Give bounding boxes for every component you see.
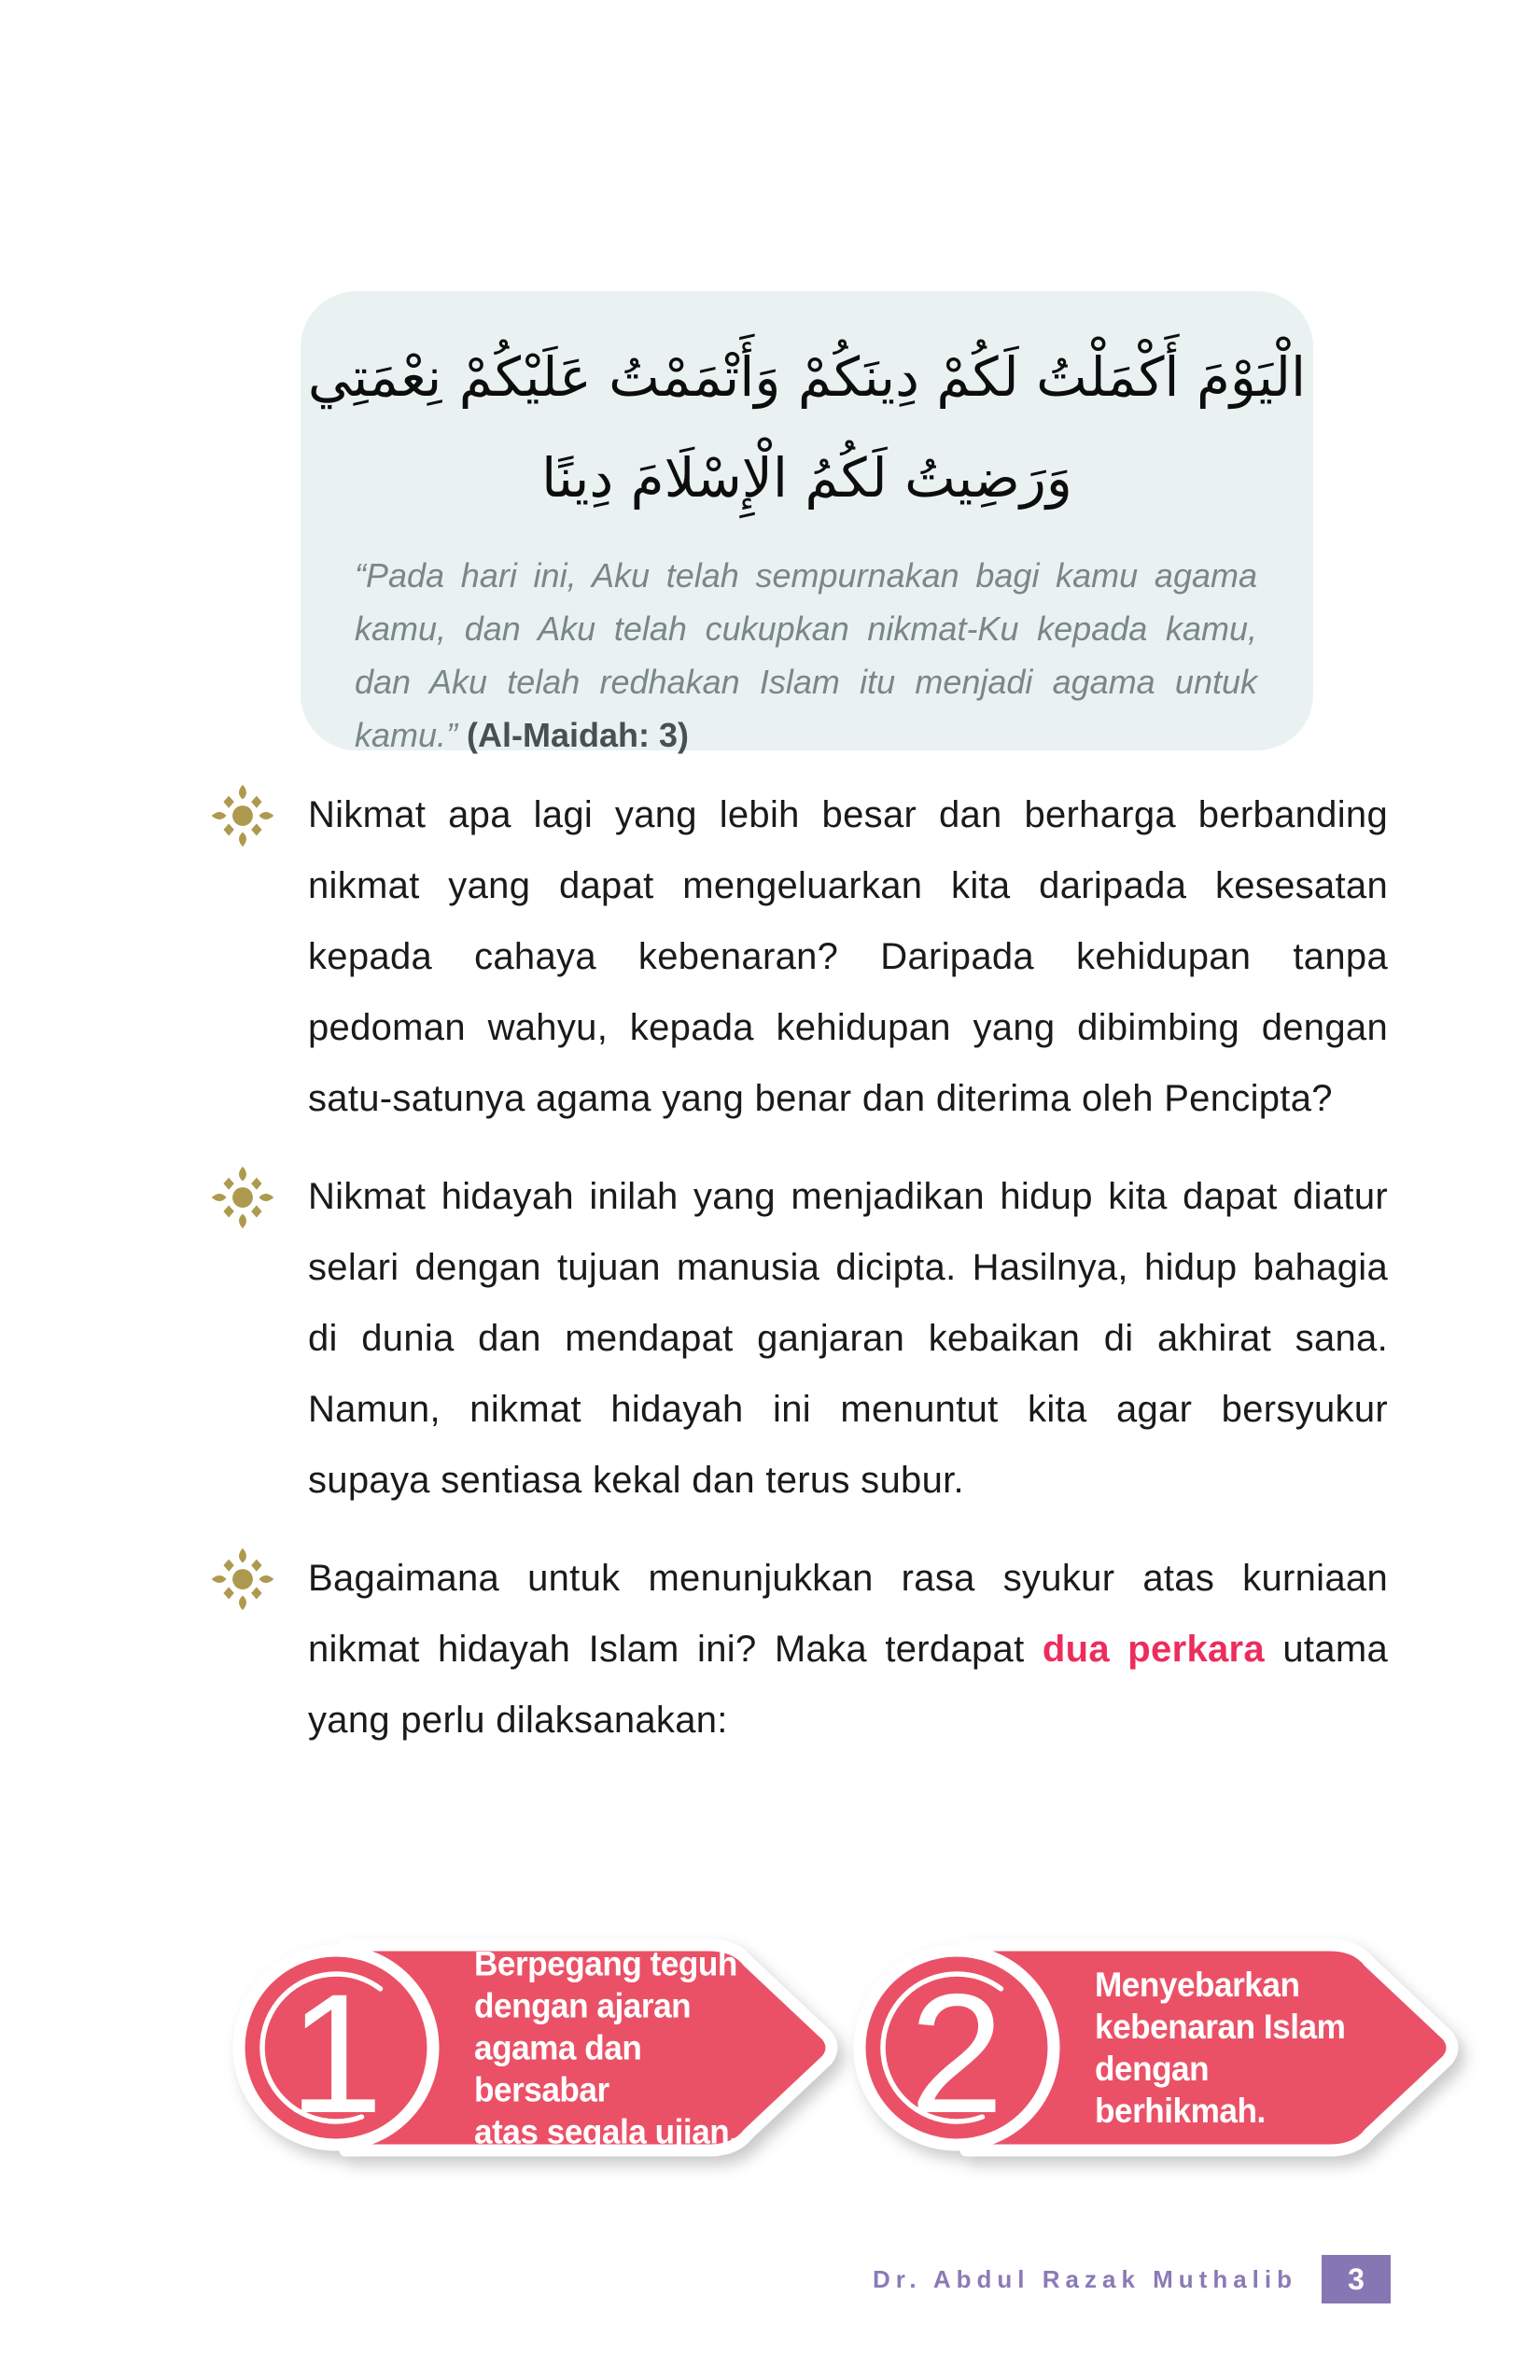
paragraph-text-post: utama yang perlu dilaksanakan:	[308, 1629, 1389, 1741]
key-points-row	[0, 1902, 1540, 2201]
badge-number: 2	[909, 1958, 1004, 2149]
body-content	[210, 779, 1388, 1783]
bullet-paragraph-2	[210, 1161, 1388, 1516]
author-name: Dr. Abdul Razak Muthalib	[872, 2264, 1297, 2293]
sun-ornament-icon	[210, 1547, 275, 1617]
bullet-paragraph-1	[210, 779, 1388, 1134]
paragraph-text-accent: dua perkara	[1042, 1629, 1265, 1670]
paragraph-text	[308, 1543, 1388, 1756]
page-number-badge: 3	[1322, 2255, 1391, 2303]
bullet-paragraph-3	[210, 1543, 1388, 1756]
sun-ornament-icon	[210, 1165, 275, 1235]
paragraph-text: Nikmat apa lagi yang lebih besar dan berharga berbanding nikmat yang dapat mengeluarkan kita daripada kesesatan kepada cahaya kebenaran? Daripada kehidupan tanpa pedoman wahyu, kepada kehidupan yang dibimbing dengan satu-satunya agama yang benar dan diterima oleh Pencipta?	[308, 794, 1388, 1119]
badge-caption: Berpegang teguh dengan ajaran agama dan bersabar atas segala ujian.	[474, 1944, 738, 2151]
arabic-verse-line2: وَرَضِيتُ لَكُمُ الْإِسْلَامَ دِينًا	[541, 446, 1072, 510]
paragraph-text-pre: Bagaimana untuk menunjukkan rasa syukur atas kurniaan nikmat hidayah Islam ini? Maka terdapat	[308, 1558, 1388, 1670]
arabic-verse-line1: الْيَوْمَ أَكْمَلْتُ لَكُمْ دِينَكُمْ وَأَتْمَمْتُ عَلَيْكُمْ نِعْمَتِي	[307, 345, 1307, 409]
sun-ornament-icon	[210, 783, 275, 853]
quran-quote-box	[301, 291, 1313, 754]
arabic-verse	[301, 291, 1313, 528]
paragraph-text: Nikmat hidayah inilah yang menjadikan hidup kita dapat diatur selari dengan tujuan manusia dicipta. Hasilnya, hidup bahagia di dunia dan mendapat ganjaran kebaikan di akhirat sana. Namun, nikmat hidayah ini menuntut kita agar bersyukur supaya sentiasa kekal dan terus subur.	[308, 1176, 1388, 1501]
verse-reference: (Al-Maidah: 3)	[467, 716, 690, 754]
key-point-badge-1	[196, 1902, 849, 2193]
badge-caption: Menyebarkan kebenaran Islam dengan berhikmah.	[1095, 1966, 1346, 2130]
badge-number: 1	[288, 1958, 384, 2149]
key-point-badge-2	[817, 1902, 1470, 2193]
verse-translation	[355, 549, 1257, 762]
page-footer	[873, 2255, 1391, 2303]
verse-translation-text: “Pada hari ini, Aku telah sempurnakan bagi kamu agama kamu, dan Aku telah cukupkan nikmat-Ku kepada kamu, dan Aku telah redhakan Islam itu menjadi agama untuk kamu.”	[355, 556, 1257, 754]
